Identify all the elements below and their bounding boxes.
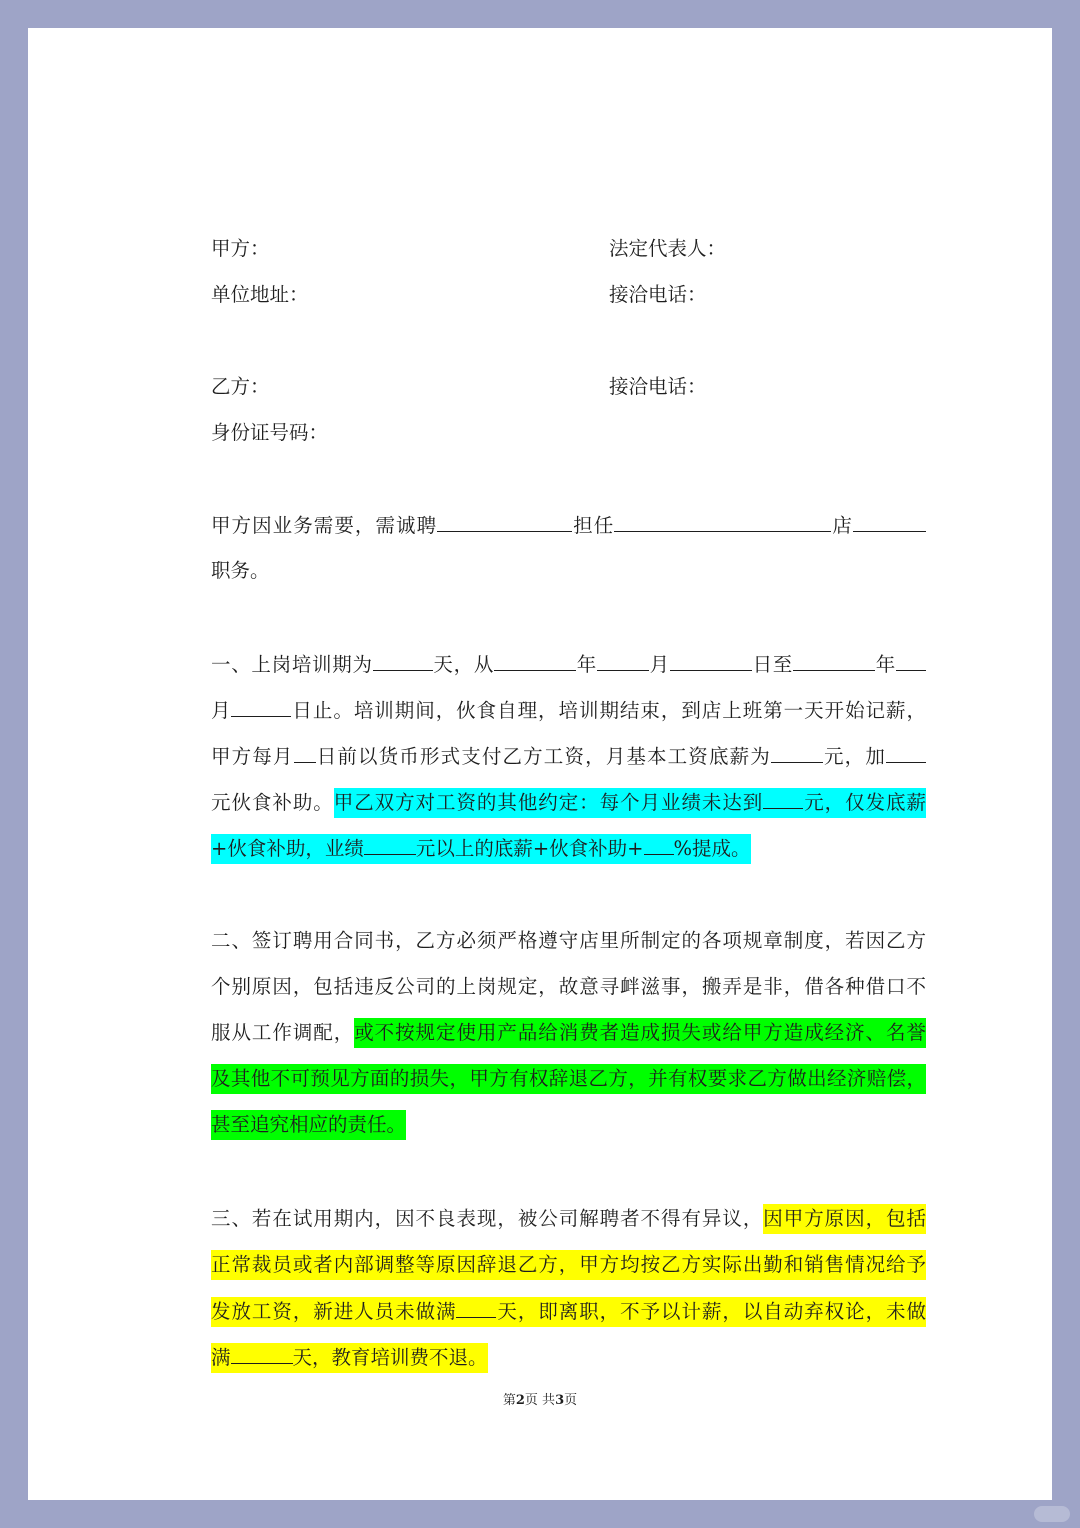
address-label: 单位地址： (211, 283, 309, 306)
clause2-line-4: 及其他不可预见方面的损失，甲方有权辞退乙方，并有权要求乙方做出经济赔偿， (211, 1066, 926, 1092)
clause2-line-5: 甚至追究相应的责任。 (211, 1112, 406, 1138)
party-b-label: 乙方： (211, 375, 270, 398)
party-a-label: 甲方： (211, 237, 270, 260)
page-number-footer: 第2页 共3页 (502, 1393, 578, 1408)
clause1-line-2: 月 日止。培训期间，伙食自理，培训期结束，到店上班第一天开始记薪， (211, 699, 926, 722)
contact-a-label: 接洽电话： (609, 283, 707, 306)
current-page: 2 (515, 1393, 525, 1408)
clause2-line-2: 个别原因，包括违反公司的上岗规定，故意寻衅滋事，搬弄是非，借各种借口不 (211, 975, 926, 998)
clause2-line-1: 二、签订聘用合同书，乙方必须严格遵守店里所制定的各项规章制度，若因乙方 (211, 929, 926, 952)
clause1-line-1: 一、上岗培训期为 天，从 年 月 日至 年 (211, 651, 926, 678)
contact-b-label: 接洽电话： (609, 375, 707, 398)
intro-line-1: 甲方因业务需要，需诚聘 担任 店 (211, 512, 926, 539)
watermark-badge (1034, 1506, 1070, 1522)
id-number-label: 身份证号码： (211, 421, 329, 444)
clause2-line-3: 服从工作调配，或不按规定使用产品给消费者造成损失或给甲方造成经济、名誉 (211, 1020, 926, 1046)
clause3-line-4: 满 天，教育培训费不退。 (211, 1344, 488, 1371)
clause3-line-3: 发放工资，新进人员未做满 天，即离职，不予以计薪，以自动弃权论，未做 (211, 1298, 926, 1325)
legal-rep-label: 法定代表人： (609, 237, 727, 260)
clause1-line-4: 元伙食补助。甲乙双方对工资的其他约定：每个月业绩未达到 元，仅发底薪 (211, 789, 926, 816)
total-pages: 3 (555, 1393, 565, 1408)
clause1-line-3: 甲方每月 日前以货币形式支付乙方工资，月基本工资底薪为 元，加 (211, 743, 926, 770)
document-page (28, 28, 1052, 1500)
clause3-line-1: 三、若在试用期内，因不良表现，被公司解聘者不得有异议，因甲方原因，包括 (211, 1206, 926, 1232)
intro-line-2: 职务。 (211, 559, 270, 582)
clause3-line-2: 正常裁员或者内部调整等原因辞退乙方，甲方均按乙方实际出勤和销售情况给予 (211, 1252, 926, 1278)
clause1-line-5: +伙食补助，业绩 元以上的底薪+伙食补助+ %提成。 (211, 835, 751, 862)
